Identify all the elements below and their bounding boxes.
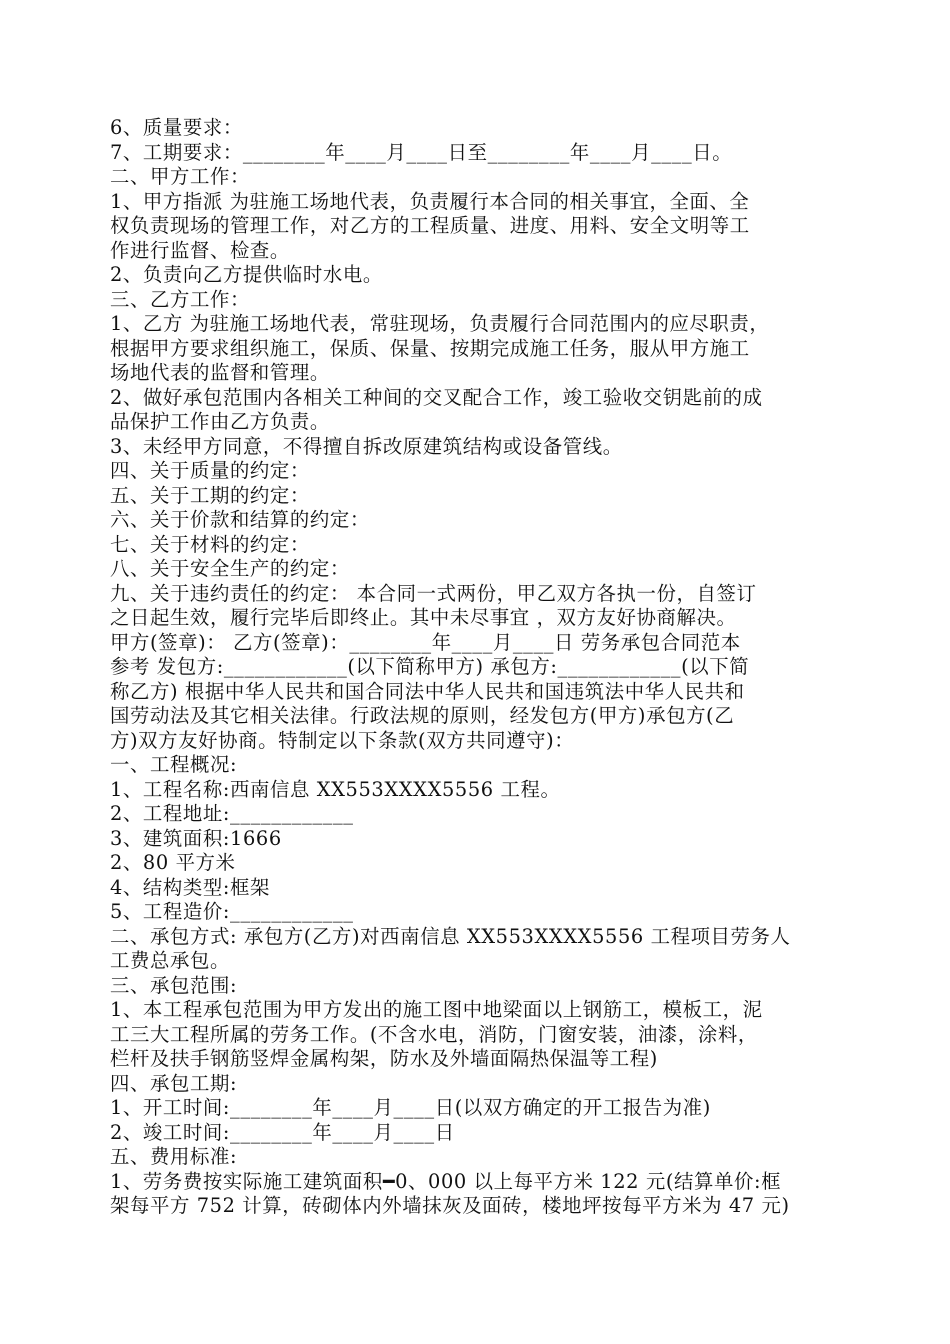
section-heading: 三、乙方工作：: [110, 287, 250, 311]
section-heading: 二、甲方工作：: [110, 165, 250, 188]
section-heading: 五、费用标准:: [110, 1145, 238, 1168]
text-line: 2、竣工时间:________年____月____日: [110, 1120, 455, 1144]
section-heading: 六、关于价款和结算的约定：: [110, 508, 370, 531]
text-line: 4、结构类型:框架: [110, 875, 271, 899]
text-line: 1、甲方指派 为驻施工场地代表，负责履行本合同的相关事宜，全面、全: [110, 189, 750, 213]
text-line: 1、本工程承包范围为甲方发出的施工图中地梁面以上钢筋工，模板工，泥: [110, 998, 763, 1021]
text-line: 5、工程造价:____________: [110, 900, 354, 923]
text-line: 之日起生效，履行完毕后即终止。其中未尽事宜 ，双方友好协商解决。: [110, 606, 737, 629]
text-line: 栏杆及扶手钢筋竖焊金属构架，防水及外墙面隔热保温等工程): [110, 1047, 658, 1070]
text-line: 根据甲方要求组织施工，保质、保量、按期完成施工任务，服从甲方施工: [110, 336, 750, 360]
text-line: 方)双方友好协商。特制定以下条款(双方共同遵守)：: [110, 728, 575, 752]
contract-document: [110, 116, 842, 1219]
section-heading: 四、关于质量的约定：: [110, 459, 310, 482]
text-line: 2、工程地址:____________: [110, 802, 354, 825]
text-line: 权负责现场的管理工作，对乙方的工程质量、进度、用料、安全文明等工: [110, 214, 750, 237]
text-line: 1、开工时间:________年____月____日(以双方确定的开工报告为准): [110, 1096, 711, 1119]
text-line: 九、关于违约责任的约定： 本合同一式两份，甲乙双方各执一份，自签订: [110, 581, 757, 605]
text-line: 二、承包方式: 承包方(乙方)对西南信息 XX553XXXX5556 工程项目劳务人: [110, 924, 791, 948]
section-heading: 三、承包范围:: [110, 973, 238, 997]
text-line: 参考 发包方:____________(以下简称甲方) 承包方:____________(以下简: [110, 655, 750, 678]
text-line: 工费总承包。: [110, 949, 230, 972]
text-line: 工三大工程所属的劳务工作。(不含水电，消防，门窗安装，油漆，涂料，: [110, 1022, 758, 1046]
text-line: 1、工程名称:西南信息 XX553XXXX5556 工程。: [110, 777, 561, 801]
text-line: 场地代表的监督和管理。: [110, 361, 330, 384]
section-heading: 八、关于安全生产的约定：: [110, 557, 350, 580]
text-line: 国劳动法及其它相关法律。行政法规的原则，经发包方(甲方)承包方(乙: [110, 704, 735, 727]
text-line: 7、工期要求：________年____月____日至________年____月____日。: [110, 140, 733, 164]
text-line: 3、建筑面积:1666: [110, 826, 282, 850]
text-line: 1、劳务费按实际施工建筑面积━0、000 以上每平方米 122 元(结算单价:框: [110, 1169, 782, 1193]
section-heading: 四、承包工期:: [110, 1071, 238, 1095]
text-line: 架每平方 752 计算，砖砌体内外墙抹灰及面砖，楼地坪按每平方米为 47 元): [110, 1194, 790, 1217]
text-line: 2、做好承包范围内各相关工种间的交叉配合工作，竣工验收交钥匙前的成: [110, 385, 763, 409]
text-line: 6、质量要求：: [110, 116, 243, 139]
text-line: 3、未经甲方同意，不得擅自拆改原建筑结构或设备管线。: [110, 434, 623, 458]
section-heading: 五、关于工期的约定：: [110, 483, 310, 507]
text-line: 称乙方) 根据中华人民共和国合同法中华人民共和国违筑法中华人民共和: [110, 679, 745, 703]
text-line: 作进行监督、检查。: [110, 238, 290, 262]
text-line: 品保护工作由乙方负责。: [110, 410, 330, 433]
text-line: 2、80 平方米: [110, 851, 236, 874]
text-line: 2、负责向乙方提供临时水电。: [110, 263, 383, 286]
signature-line: 甲方(签章)： 乙方(签章)：________年____月____日 劳务承包合同范本: [110, 630, 741, 654]
text-line: 1、乙方 为驻施工场地代表，常驻现场，负责履行合同范围内的应尽职责，: [110, 312, 770, 335]
section-heading: 一、工程概况:: [110, 753, 238, 776]
section-heading: 七、关于材料的约定：: [110, 532, 310, 556]
